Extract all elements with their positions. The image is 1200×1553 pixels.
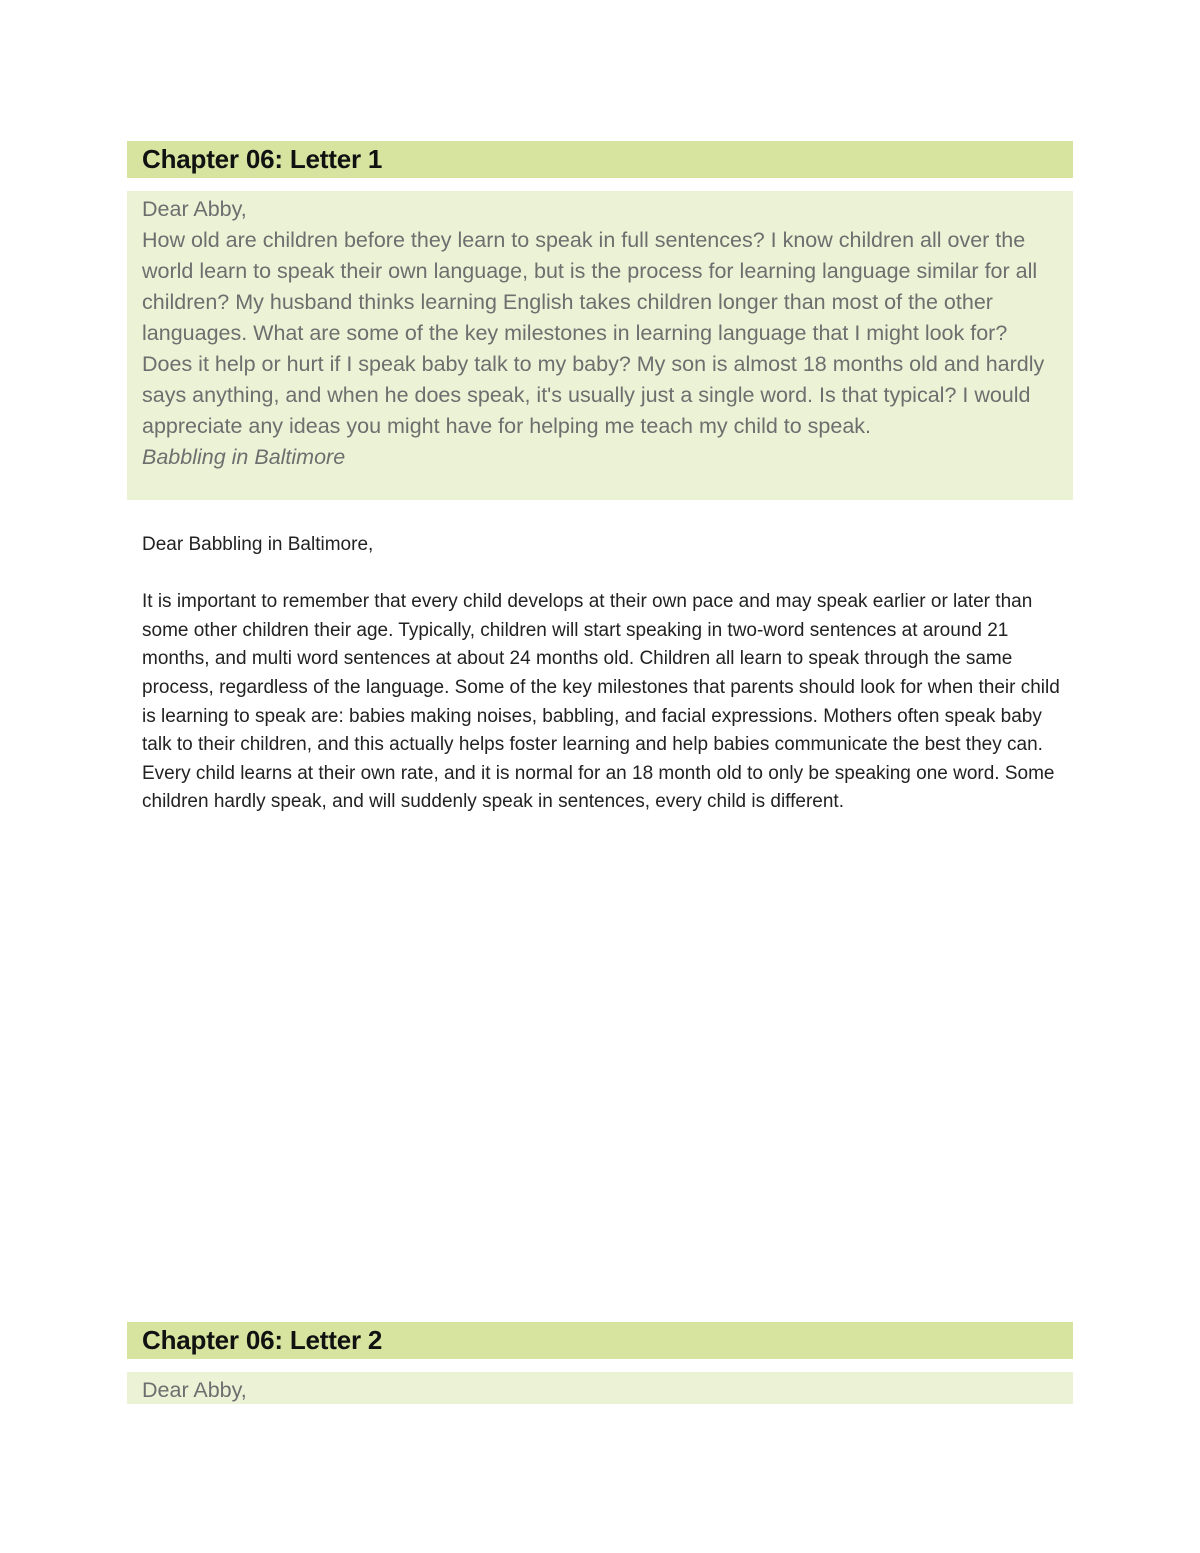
response-1-body: It is important to remember that every child develops at their own pace and may speak earlier or later than some other children their age. Typically, children will start speaking in two-word sentences at around 21 months, and multi word sentences at about 24 months old. Children all learn to speak through the same process, regardless of the language. Some of the key milestones that parents should look for when their child is learning to speak are: babies making noises, babbling, and facial expressions. Mothers often speak baby talk to their children, and this actually helps foster learning and help babies communicate the best they can. Every child learns at their own rate, and it is normal for an 18 month old to only be speaking one word. Some children hardly speak, and will suddenly speak in sentences, every child is different. (142, 591, 1060, 813)
response-1 (142, 531, 1067, 817)
letter-1-signoff: Babbling in Baltimore (142, 445, 346, 469)
response-1-greeting: Dear Babbling in Baltimore, (142, 534, 374, 555)
letter-1-box (127, 191, 1073, 500)
letter-2-box (127, 1372, 1073, 1404)
letter-2-heading-bar (127, 1322, 1073, 1359)
letter-2-salutation: Dear Abby, (142, 1378, 247, 1402)
letter-1-salutation: Dear Abby, (142, 197, 247, 221)
letter-1-title: Chapter 06: Letter 1 (142, 144, 383, 174)
letter-1-body: How old are children before they learn to speak in full sentences? I know children all over the world learn to speak their own language, but is the process for learning language similar for all children? My husband thinks learning English takes children longer than most of the other languages. What are some of the key milestones in learning language that I might look for? Does it help or hurt if I speak baby talk to my baby? My son is almost 18 months old and hardly says anything, and when he does speak, it's usually just a single word. Is that typical? I would appreciate any ideas you might have for helping me teach my child to speak. (142, 228, 1045, 438)
letter-1-heading-bar (127, 141, 1073, 178)
letter-2-title: Chapter 06: Letter 2 (142, 1325, 383, 1355)
